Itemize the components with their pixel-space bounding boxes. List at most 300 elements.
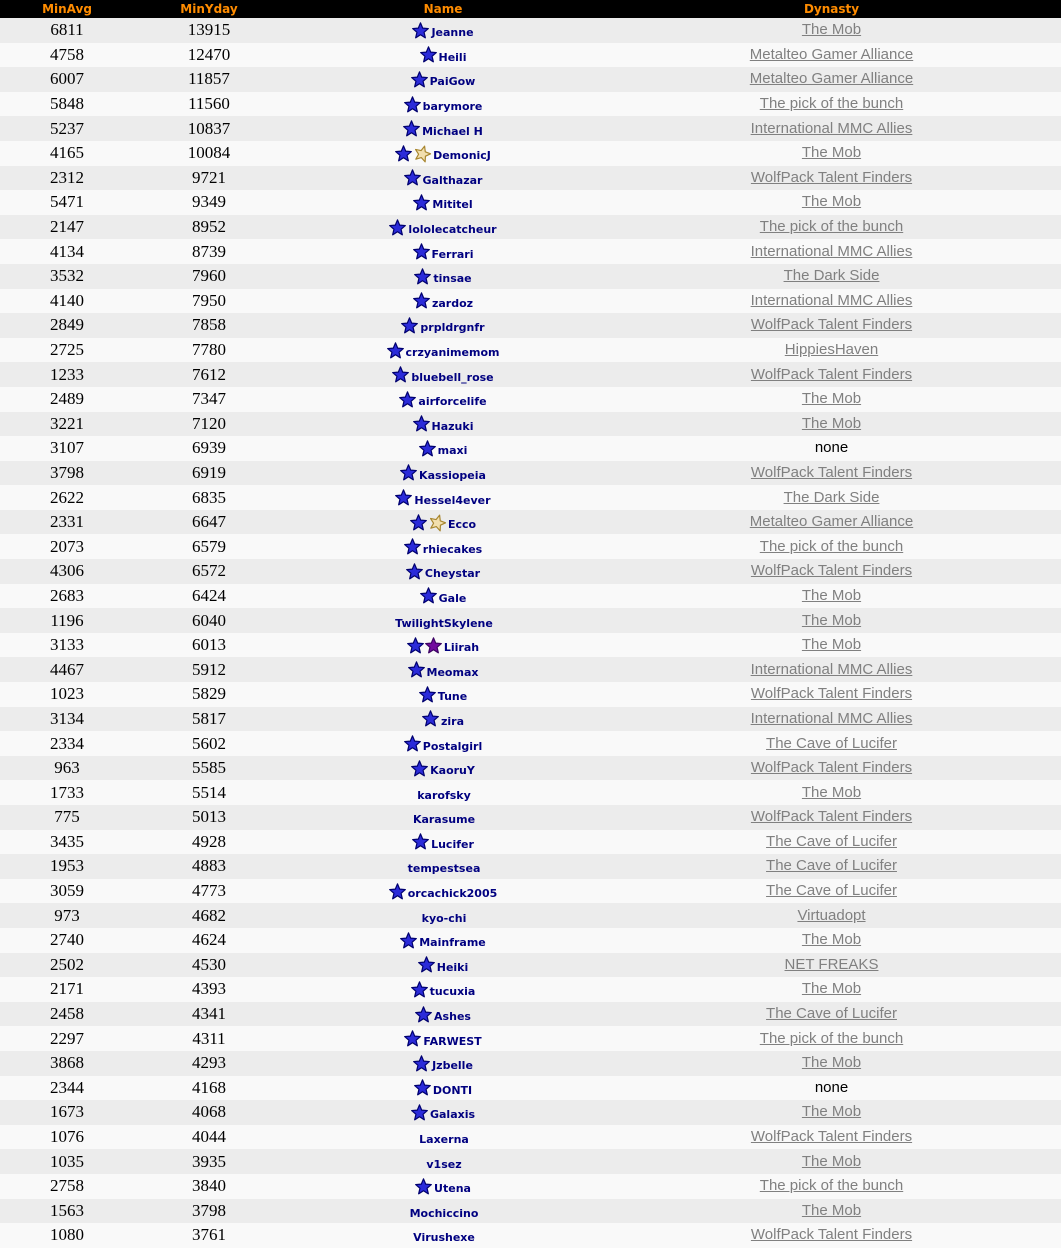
minyday-value: 5912 bbox=[192, 659, 226, 679]
minavg-value: 3059 bbox=[50, 881, 84, 901]
player-name-link[interactable]: Galthazar bbox=[422, 173, 483, 187]
dynasty-cell bbox=[602, 903, 1061, 928]
table-row bbox=[0, 485, 1061, 510]
name-cell bbox=[284, 239, 602, 264]
dynasty-cell bbox=[602, 854, 1061, 879]
dynasty-link[interactable]: WolfPack Talent Finders bbox=[750, 759, 913, 777]
dynasty-cell bbox=[602, 534, 1061, 559]
table-row bbox=[0, 264, 1061, 289]
name-wrap bbox=[284, 513, 602, 531]
dynasty-cell bbox=[602, 1002, 1061, 1027]
minyday-value: 5585 bbox=[192, 758, 226, 778]
dynasty-cell bbox=[602, 362, 1061, 387]
dynasty-link[interactable]: The Mob bbox=[801, 390, 862, 408]
minavg-value: 6007 bbox=[50, 69, 84, 89]
minavg-value: 973 bbox=[54, 905, 80, 925]
dynasty-cell bbox=[602, 879, 1061, 904]
blue-star-icon bbox=[420, 587, 437, 604]
gold-star-icon bbox=[427, 512, 448, 533]
minyday-value: 10837 bbox=[187, 118, 231, 138]
blue-star-icon bbox=[395, 145, 412, 162]
blue-star-icon bbox=[407, 637, 424, 654]
dynasty-cell bbox=[602, 633, 1061, 658]
minyday-value: 9349 bbox=[192, 192, 226, 212]
blue-star-icon bbox=[418, 956, 435, 973]
table-row bbox=[0, 116, 1061, 141]
minavg-value: 2758 bbox=[50, 1176, 84, 1196]
minyday-value: 4393 bbox=[192, 979, 226, 999]
dynasty-cell bbox=[602, 584, 1061, 609]
minyday-value: 4624 bbox=[192, 930, 226, 950]
dynasty-link[interactable]: The Mob bbox=[801, 611, 862, 629]
dynasty-link[interactable]: The pick of the bunch bbox=[759, 1029, 904, 1047]
table-row bbox=[0, 1026, 1061, 1051]
player-name-link[interactable]: karofsky bbox=[417, 788, 471, 802]
minavg-value: 775 bbox=[54, 807, 80, 827]
player-name-link[interactable]: barymore bbox=[422, 100, 483, 114]
name-cell bbox=[284, 953, 602, 978]
table-row bbox=[0, 534, 1061, 559]
dynasty-link[interactable]: The Cave of Lucifer bbox=[766, 882, 897, 900]
blue-star-icon bbox=[413, 243, 430, 260]
blue-star-icon bbox=[392, 366, 409, 383]
dynasty-cell bbox=[602, 412, 1061, 437]
minyday-value: 4530 bbox=[192, 954, 226, 974]
name-wrap bbox=[284, 538, 602, 556]
dynasty-link[interactable]: International MMC Allies bbox=[750, 242, 913, 260]
name-wrap bbox=[284, 341, 602, 359]
player-name-link[interactable]: Hazuki bbox=[431, 419, 474, 433]
blue-star-icon bbox=[412, 833, 429, 850]
player-name-link[interactable]: rhiecakes bbox=[422, 542, 483, 556]
name-wrap bbox=[284, 1128, 602, 1146]
dynasty-link[interactable]: The Mob bbox=[801, 193, 862, 211]
dynasty-link[interactable]: The pick of the bunch bbox=[759, 95, 904, 113]
dynasty-cell bbox=[602, 92, 1061, 117]
dynasty-link[interactable]: Metalteo Gamer Alliance bbox=[749, 70, 914, 88]
dynasty-link[interactable]: WolfPack Talent Finders bbox=[750, 685, 913, 703]
dynasty-cell bbox=[602, 116, 1061, 141]
name-wrap bbox=[284, 882, 602, 900]
name-cell bbox=[284, 1125, 602, 1150]
blue-star-icon bbox=[415, 1178, 432, 1195]
name-cell bbox=[284, 756, 602, 781]
dynasty-cell bbox=[602, 1199, 1061, 1224]
dynasty-link[interactable]: International MMC Allies bbox=[750, 291, 913, 309]
blue-star-icon bbox=[400, 932, 417, 949]
player-name-link[interactable]: Hessel4ever bbox=[414, 493, 491, 507]
name-cell bbox=[284, 657, 602, 682]
table-row bbox=[0, 854, 1061, 879]
player-name-link[interactable]: zira bbox=[440, 714, 465, 728]
player-name-link[interactable]: Jzbelle bbox=[432, 1059, 473, 1073]
dynasty-cell bbox=[602, 1051, 1061, 1076]
name-cell bbox=[284, 190, 602, 215]
dynasty-none-label: none bbox=[814, 1078, 849, 1096]
table-row bbox=[0, 977, 1061, 1002]
name-cell bbox=[284, 1051, 602, 1076]
dynasty-cell bbox=[602, 830, 1061, 855]
table-row bbox=[0, 67, 1061, 92]
name-cell bbox=[284, 313, 602, 338]
minavg-value: 3107 bbox=[50, 438, 84, 458]
minyday-value: 6939 bbox=[192, 438, 226, 458]
dynasty-link[interactable]: The Cave of Lucifer bbox=[766, 857, 897, 875]
minyday-value: 5817 bbox=[192, 708, 226, 728]
name-cell bbox=[284, 18, 602, 43]
name-wrap bbox=[284, 415, 602, 433]
name-cell bbox=[284, 584, 602, 609]
dynasty-link[interactable]: WolfPack Talent Finders bbox=[750, 168, 913, 186]
name-wrap bbox=[284, 1005, 602, 1023]
minyday-value: 7950 bbox=[192, 290, 226, 310]
table-row bbox=[0, 1100, 1061, 1125]
minyday-value: 5514 bbox=[192, 782, 226, 802]
table-row bbox=[0, 1199, 1061, 1224]
minavg-value: 2344 bbox=[50, 1077, 84, 1097]
name-wrap bbox=[284, 267, 602, 285]
player-name-link[interactable]: KaoruY bbox=[430, 764, 475, 778]
column-header-minyday: MinYday bbox=[180, 2, 238, 16]
column-header-minavg: MinAvg bbox=[42, 2, 92, 16]
dynasty-link[interactable]: International MMC Allies bbox=[750, 660, 913, 678]
table-row bbox=[0, 313, 1061, 338]
table-row bbox=[0, 805, 1061, 830]
blue-star-icon bbox=[420, 46, 437, 63]
dynasty-link[interactable]: The Mob bbox=[801, 586, 862, 604]
minyday-value: 3935 bbox=[192, 1151, 226, 1171]
player-name-link[interactable]: Virushexe bbox=[413, 1231, 475, 1245]
dynasty-link[interactable]: The Mob bbox=[801, 414, 862, 432]
dynasty-cell bbox=[602, 1223, 1061, 1248]
blue-star-icon bbox=[411, 981, 428, 998]
name-cell bbox=[284, 116, 602, 141]
dynasty-cell bbox=[602, 510, 1061, 535]
name-wrap bbox=[284, 1153, 602, 1171]
name-wrap bbox=[284, 193, 602, 211]
player-name-link[interactable]: Tune bbox=[437, 690, 468, 704]
dynasty-link[interactable]: The Dark Side bbox=[783, 267, 880, 285]
minyday-value: 4293 bbox=[192, 1053, 226, 1073]
player-name-link[interactable]: tucuxia bbox=[429, 985, 476, 999]
player-name-link[interactable]: lololecatcheur bbox=[408, 223, 497, 237]
player-name-link[interactable]: crzyanimemom bbox=[405, 346, 500, 360]
dynasty-link[interactable]: The Mob bbox=[801, 1201, 862, 1219]
player-name-link[interactable]: zardoz bbox=[431, 296, 474, 310]
player-name-link[interactable]: Lucifer bbox=[431, 837, 474, 851]
dynasty-none-label: none bbox=[814, 439, 849, 457]
minyday-value: 4044 bbox=[192, 1127, 226, 1147]
table-row bbox=[0, 362, 1061, 387]
gold-star-icon bbox=[412, 143, 433, 164]
name-cell bbox=[284, 412, 602, 437]
player-name-link[interactable]: DemonicJ bbox=[433, 149, 491, 163]
dynasty-link[interactable]: International MMC Allies bbox=[750, 119, 913, 137]
dynasty-cell bbox=[602, 953, 1061, 978]
dynasty-link[interactable]: The Dark Side bbox=[783, 488, 880, 506]
minavg-value: 2683 bbox=[50, 585, 84, 605]
player-name-link[interactable]: tempestsea bbox=[407, 862, 481, 876]
purple-star-icon bbox=[425, 637, 442, 654]
dynasty-cell bbox=[602, 977, 1061, 1002]
blue-star-icon bbox=[411, 1104, 428, 1121]
dynasty-link[interactable]: WolfPack Talent Finders bbox=[750, 1226, 913, 1244]
name-wrap bbox=[284, 735, 602, 753]
player-name-link[interactable]: Mititel bbox=[432, 198, 473, 212]
table-row bbox=[0, 756, 1061, 781]
dynasty-cell bbox=[602, 338, 1061, 363]
table-row bbox=[0, 166, 1061, 191]
dynasty-link[interactable]: The Mob bbox=[801, 21, 862, 39]
blue-star-icon bbox=[413, 194, 430, 211]
player-name-link[interactable]: maxi bbox=[437, 444, 468, 458]
dynasty-cell bbox=[602, 141, 1061, 166]
player-name-link[interactable]: airforcelife bbox=[418, 395, 487, 409]
player-name-link[interactable]: Ashes bbox=[434, 1010, 471, 1024]
table-row bbox=[0, 1076, 1061, 1101]
table-row bbox=[0, 780, 1061, 805]
table-row bbox=[0, 608, 1061, 633]
dynasty-link[interactable]: WolfPack Talent Finders bbox=[750, 316, 913, 334]
player-name-link[interactable]: Utena bbox=[434, 1182, 471, 1196]
name-cell bbox=[284, 338, 602, 363]
player-name-link[interactable]: Mochiccino bbox=[409, 1206, 479, 1220]
minyday-value: 4168 bbox=[192, 1077, 226, 1097]
table-row bbox=[0, 190, 1061, 215]
player-name-link[interactable]: Jeanne bbox=[431, 26, 474, 40]
dynasty-link[interactable]: The Cave of Lucifer bbox=[766, 1005, 897, 1023]
player-name-link[interactable]: Michael H bbox=[422, 124, 483, 138]
name-wrap bbox=[284, 390, 602, 408]
player-name-link[interactable]: Karasume bbox=[412, 813, 476, 827]
dynasty-link[interactable]: WolfPack Talent Finders bbox=[750, 808, 913, 826]
minavg-value: 2489 bbox=[50, 389, 84, 409]
player-name-link[interactable]: Ferrari bbox=[431, 247, 474, 261]
blue-star-icon bbox=[419, 440, 436, 457]
player-name-link[interactable]: Heiki bbox=[436, 960, 469, 974]
blue-star-icon bbox=[389, 219, 406, 236]
player-name-link[interactable]: DONTI bbox=[432, 1083, 473, 1097]
dynasty-link[interactable]: WolfPack Talent Finders bbox=[750, 1128, 913, 1146]
name-wrap bbox=[284, 95, 602, 113]
minavg-value: 1733 bbox=[50, 782, 84, 802]
minyday-value: 7612 bbox=[192, 364, 226, 384]
minyday-value: 3840 bbox=[192, 1176, 226, 1196]
blue-star-icon bbox=[413, 1055, 430, 1072]
dynasty-link[interactable]: The Mob bbox=[801, 1103, 862, 1121]
name-cell bbox=[284, 1223, 602, 1248]
name-cell bbox=[284, 608, 602, 633]
dynasty-cell bbox=[602, 166, 1061, 191]
name-wrap bbox=[284, 685, 602, 703]
dynasty-link[interactable]: The Cave of Lucifer bbox=[766, 832, 897, 850]
dynasty-link[interactable]: The pick of the bunch bbox=[759, 218, 904, 236]
name-wrap bbox=[284, 1177, 602, 1195]
name-wrap bbox=[284, 980, 602, 998]
dynasty-link[interactable]: HippiesHaven bbox=[784, 341, 879, 359]
player-name-link[interactable]: TwilightSkylene bbox=[395, 616, 493, 630]
minyday-value: 5829 bbox=[192, 684, 226, 704]
name-wrap bbox=[284, 1202, 602, 1220]
table-row bbox=[0, 903, 1061, 928]
name-wrap bbox=[284, 1030, 602, 1048]
minavg-value: 2297 bbox=[50, 1028, 84, 1048]
player-name-link[interactable]: FARWEST bbox=[423, 1034, 482, 1048]
name-wrap bbox=[284, 907, 602, 925]
minavg-value: 1673 bbox=[50, 1102, 84, 1122]
name-wrap bbox=[284, 636, 602, 654]
player-name-link[interactable]: Postalgirl bbox=[422, 739, 483, 753]
table-row bbox=[0, 657, 1061, 682]
minyday-value: 6572 bbox=[192, 561, 226, 581]
table-row bbox=[0, 387, 1061, 412]
minavg-value: 2725 bbox=[50, 340, 84, 360]
dynasty-link[interactable]: WolfPack Talent Finders bbox=[750, 463, 913, 481]
player-name-link[interactable]: orcachick2005 bbox=[407, 887, 498, 901]
player-name-link[interactable]: Gale bbox=[438, 591, 467, 605]
dynasty-link[interactable]: The Cave of Lucifer bbox=[766, 734, 897, 752]
player-name-link[interactable]: Mainframe bbox=[419, 936, 486, 950]
name-cell bbox=[284, 903, 602, 928]
player-name-link[interactable]: Liirah bbox=[443, 641, 480, 655]
minyday-value: 3761 bbox=[192, 1225, 226, 1245]
minyday-value: 4883 bbox=[192, 856, 226, 876]
minyday-value: 5013 bbox=[192, 807, 226, 827]
player-name-link[interactable]: Meomax bbox=[426, 665, 479, 679]
blue-star-icon bbox=[395, 489, 412, 506]
dynasty-link[interactable]: International MMC Allies bbox=[750, 709, 913, 727]
dynasty-cell bbox=[602, 1076, 1061, 1101]
minavg-value: 5848 bbox=[50, 94, 84, 114]
minyday-value: 6919 bbox=[192, 462, 226, 482]
minyday-value: 6424 bbox=[192, 585, 226, 605]
name-cell bbox=[284, 436, 602, 461]
name-wrap bbox=[284, 833, 602, 851]
dynasty-link[interactable]: Metalteo Gamer Alliance bbox=[749, 45, 914, 63]
player-name-link[interactable]: tinsae bbox=[433, 272, 472, 286]
dynasty-link[interactable]: The Mob bbox=[801, 1152, 862, 1170]
name-cell bbox=[284, 485, 602, 510]
minyday-value: 12470 bbox=[187, 44, 231, 64]
blue-star-icon bbox=[404, 1030, 421, 1047]
dynasty-link[interactable]: Virtuadopt bbox=[797, 906, 866, 924]
table-row bbox=[0, 239, 1061, 264]
table-row bbox=[0, 1002, 1061, 1027]
name-cell bbox=[284, 1174, 602, 1199]
table-row bbox=[0, 731, 1061, 756]
player-name-link[interactable]: v1sez bbox=[426, 1157, 462, 1171]
player-name-link[interactable]: PaiGow bbox=[429, 75, 476, 89]
dynasty-link[interactable]: Metalteo Gamer Alliance bbox=[749, 513, 914, 531]
dynasty-link[interactable]: The Mob bbox=[801, 636, 862, 654]
minavg-value: 4140 bbox=[50, 290, 84, 310]
minyday-value: 10084 bbox=[187, 143, 231, 163]
dynasty-cell bbox=[602, 190, 1061, 215]
dynasty-link[interactable]: The Mob bbox=[801, 783, 862, 801]
minyday-value: 4311 bbox=[192, 1028, 226, 1048]
name-cell bbox=[284, 707, 602, 732]
dynasty-link[interactable]: The Mob bbox=[801, 931, 862, 949]
blue-star-icon bbox=[404, 169, 421, 186]
dynasty-cell bbox=[602, 436, 1061, 461]
table-row bbox=[0, 461, 1061, 486]
minavg-value: 6811 bbox=[50, 20, 84, 40]
player-name-link[interactable]: Kassiopeia bbox=[419, 468, 486, 482]
dynasty-link[interactable]: NET FREAKS bbox=[784, 955, 879, 973]
player-name-link[interactable]: prpldrgnfr bbox=[420, 321, 485, 335]
name-cell bbox=[284, 1149, 602, 1174]
name-cell bbox=[284, 510, 602, 535]
minavg-value: 1196 bbox=[50, 610, 84, 630]
blue-star-icon bbox=[387, 342, 404, 359]
dynasty-cell bbox=[602, 928, 1061, 953]
name-cell bbox=[284, 264, 602, 289]
dynasty-link[interactable]: The Mob bbox=[801, 980, 862, 998]
table-row bbox=[0, 633, 1061, 658]
dynasty-cell bbox=[602, 43, 1061, 68]
minyday-value: 13915 bbox=[187, 20, 231, 40]
name-wrap bbox=[284, 366, 602, 384]
dynasty-link[interactable]: WolfPack Talent Finders bbox=[750, 365, 913, 383]
dynasty-cell bbox=[602, 485, 1061, 510]
name-wrap bbox=[284, 439, 602, 457]
dynasty-link[interactable]: The pick of the bunch bbox=[759, 1177, 904, 1195]
minavg-value: 1076 bbox=[50, 1127, 84, 1147]
blue-star-icon bbox=[401, 317, 418, 334]
minavg-value: 1233 bbox=[50, 364, 84, 384]
minyday-value: 6647 bbox=[192, 512, 226, 532]
dynasty-link[interactable]: The Mob bbox=[801, 1054, 862, 1072]
minyday-value: 4068 bbox=[192, 1102, 226, 1122]
name-cell bbox=[284, 43, 602, 68]
name-wrap bbox=[284, 661, 602, 679]
name-cell bbox=[284, 215, 602, 240]
name-wrap bbox=[284, 956, 602, 974]
blue-star-icon bbox=[403, 120, 420, 137]
minyday-value: 8952 bbox=[192, 217, 226, 237]
name-wrap bbox=[284, 1103, 602, 1121]
dynasty-link[interactable]: WolfPack Talent Finders bbox=[750, 562, 913, 580]
table-row bbox=[0, 141, 1061, 166]
minyday-value: 11560 bbox=[188, 94, 230, 114]
dynasty-cell bbox=[602, 1026, 1061, 1051]
blue-star-icon bbox=[412, 22, 429, 39]
name-wrap bbox=[284, 808, 602, 826]
blue-star-icon bbox=[404, 96, 421, 113]
name-wrap bbox=[284, 489, 602, 507]
minavg-value: 3532 bbox=[50, 266, 84, 286]
player-name-link[interactable]: kyo-chi bbox=[421, 911, 467, 925]
blue-star-icon bbox=[389, 883, 406, 900]
player-name-link[interactable]: Cheystar bbox=[424, 567, 481, 581]
dynasty-link[interactable]: The pick of the bunch bbox=[759, 537, 904, 555]
table-row bbox=[0, 1174, 1061, 1199]
table-row bbox=[0, 43, 1061, 68]
dynasty-link[interactable]: The Mob bbox=[801, 144, 862, 162]
blue-star-icon bbox=[406, 563, 423, 580]
player-name-link[interactable]: Ecco bbox=[447, 518, 477, 532]
player-name-link[interactable]: Laxerna bbox=[419, 1133, 469, 1147]
name-cell bbox=[284, 977, 602, 1002]
player-name-link[interactable]: bluebell_rose bbox=[411, 370, 494, 384]
blue-star-icon bbox=[404, 735, 421, 752]
dynasty-cell bbox=[602, 239, 1061, 264]
name-cell bbox=[284, 731, 602, 756]
player-name-link[interactable]: Heili bbox=[438, 50, 467, 64]
player-name-link[interactable]: Galaxis bbox=[429, 1108, 476, 1122]
dynasty-cell bbox=[602, 682, 1061, 707]
name-wrap bbox=[284, 21, 602, 39]
